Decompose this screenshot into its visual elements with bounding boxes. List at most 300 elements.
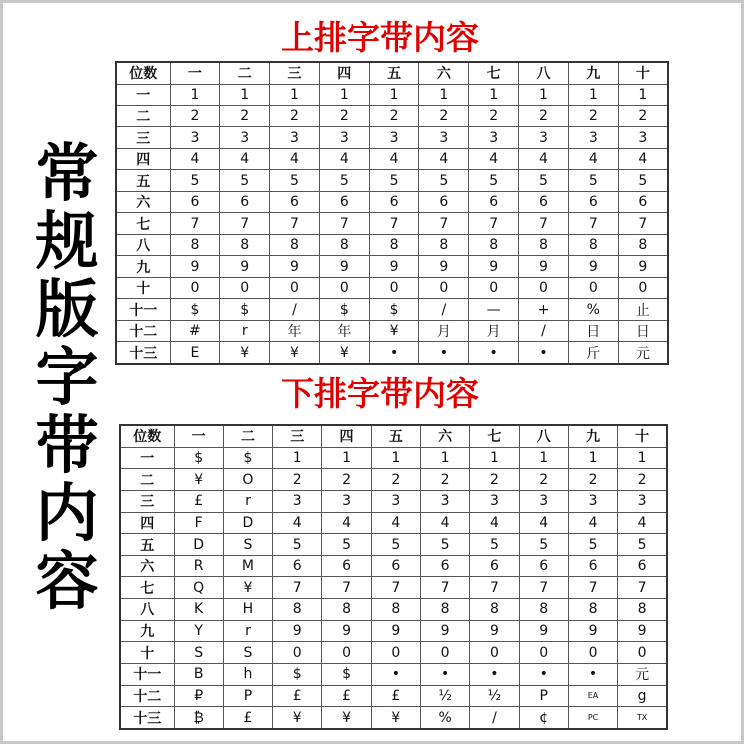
- row-header: 十三: [120, 707, 174, 729]
- table-cell: £: [322, 685, 371, 707]
- table-cell: #: [170, 320, 220, 341]
- table-cell: 3: [618, 127, 668, 148]
- header-row: [116, 62, 668, 84]
- table-cell: 7: [170, 213, 220, 234]
- table-cell: 5: [420, 534, 469, 556]
- table-cell: ¥: [223, 577, 272, 599]
- table-cell: 3: [170, 127, 220, 148]
- table-cell: 3: [420, 490, 469, 512]
- table-cell: 3: [319, 127, 369, 148]
- table-cell: ₿: [174, 707, 223, 729]
- table-cell: 3: [469, 127, 519, 148]
- table-cell: 1: [568, 447, 617, 469]
- table-row: [116, 256, 668, 277]
- table-cell: 4: [420, 512, 469, 534]
- table-cell: •: [419, 342, 469, 364]
- bottom-table-heading: 下排字带内容: [281, 374, 479, 413]
- table-cell: P: [519, 685, 568, 707]
- table-cell: 8: [273, 599, 322, 621]
- column-header: 七: [469, 62, 519, 84]
- table-row: [116, 234, 668, 255]
- table-row: [120, 599, 667, 621]
- table-cell: 6: [470, 555, 519, 577]
- table-cell: /: [519, 320, 569, 341]
- table-cell: 5: [469, 170, 519, 191]
- table-cell: 2: [420, 469, 469, 491]
- table-cell: 0: [420, 642, 469, 664]
- table-cell: 0: [419, 277, 469, 298]
- row-header: 六: [120, 555, 174, 577]
- column-header: 八: [519, 62, 569, 84]
- row-header: 二: [116, 105, 170, 126]
- table-cell: 4: [322, 512, 371, 534]
- table-cell: 7: [618, 213, 668, 234]
- table-cell: 4: [470, 512, 519, 534]
- table-cell: 0: [273, 642, 322, 664]
- table-cell: £: [174, 490, 223, 512]
- table-row: [116, 299, 668, 320]
- table-row: [116, 148, 668, 169]
- table-cell: ¥: [220, 342, 270, 364]
- column-header: 七: [470, 425, 519, 447]
- table-cell: 5: [369, 170, 419, 191]
- table-cell: 9: [270, 256, 320, 277]
- table-row: [120, 707, 667, 729]
- table-cell: 8: [220, 234, 270, 255]
- column-header: 二: [223, 425, 272, 447]
- table-cell: K: [174, 599, 223, 621]
- table-row: [116, 320, 668, 341]
- table-cell: 6: [568, 555, 617, 577]
- table-row: [120, 642, 667, 664]
- table-cell: 9: [568, 256, 618, 277]
- table-cell: ¥: [319, 342, 369, 364]
- table-cell: ¥: [322, 707, 371, 729]
- table-cell: 1: [519, 447, 568, 469]
- table-cell: 9: [519, 620, 568, 642]
- table-cell: 3: [419, 127, 469, 148]
- table-cell: 9: [369, 256, 419, 277]
- row-header: 十: [116, 277, 170, 298]
- table-cell: 0: [568, 642, 617, 664]
- table-cell: r: [223, 490, 272, 512]
- table-cell: 5: [618, 170, 668, 191]
- table-cell: 6: [618, 555, 667, 577]
- table-row: [120, 512, 667, 534]
- table-cell: £: [273, 685, 322, 707]
- table-row: [116, 84, 668, 105]
- table-cell: 5: [618, 534, 667, 556]
- table-cell: 3: [270, 127, 320, 148]
- table-cell: $: [369, 299, 419, 320]
- row-header: 八: [120, 599, 174, 621]
- table-cell: %: [568, 299, 618, 320]
- table-cell: 6: [220, 191, 270, 212]
- table-cell: 7: [220, 213, 270, 234]
- table-cell: 6: [273, 555, 322, 577]
- table-row: [116, 191, 668, 212]
- table-cell: O: [223, 469, 272, 491]
- table-cell: 8: [170, 234, 220, 255]
- table-cell: TX: [618, 707, 667, 729]
- table-row: [116, 213, 668, 234]
- table-cell: 1: [170, 84, 220, 105]
- table-cell: F: [174, 512, 223, 534]
- table-cell: 7: [322, 577, 371, 599]
- table-cell: 2: [371, 469, 420, 491]
- table-cell: 2: [322, 469, 371, 491]
- row-header: 五: [120, 534, 174, 556]
- digit-position-header: 位数: [116, 62, 170, 84]
- table-cell: 6: [371, 555, 420, 577]
- table-cell: 3: [568, 490, 617, 512]
- table-cell: •: [369, 342, 419, 364]
- table-cell: 3: [618, 490, 667, 512]
- table-cell: ₽: [174, 685, 223, 707]
- table-cell: 3: [273, 490, 322, 512]
- table-cell: $: [170, 299, 220, 320]
- table-cell: •: [568, 664, 617, 686]
- table-cell: 7: [371, 577, 420, 599]
- table-cell: 3: [322, 490, 371, 512]
- table-cell: 7: [470, 577, 519, 599]
- table-cell: 8: [469, 234, 519, 255]
- table-cell: r: [223, 620, 272, 642]
- table-cell: •: [420, 664, 469, 686]
- table-cell: 止: [618, 299, 668, 320]
- table-cell: 5: [170, 170, 220, 191]
- side-title: 常规版字带内容: [35, 137, 99, 618]
- table-row: [116, 277, 668, 298]
- table-cell: 0: [170, 277, 220, 298]
- table-cell: 4: [371, 512, 420, 534]
- table-cell: $: [220, 299, 270, 320]
- table-cell: 1: [322, 447, 371, 469]
- table-cell: 9: [170, 256, 220, 277]
- table-cell: 1: [618, 447, 667, 469]
- table-cell: 1: [273, 447, 322, 469]
- table-cell: 1: [420, 447, 469, 469]
- table-row: [120, 555, 667, 577]
- table-cell: ¥: [273, 707, 322, 729]
- table-cell: 7: [420, 577, 469, 599]
- column-header: 三: [273, 425, 322, 447]
- row-header: 四: [116, 148, 170, 169]
- row-header: 三: [120, 490, 174, 512]
- table-cell: 7: [273, 577, 322, 599]
- table-cell: 2: [568, 105, 618, 126]
- table-cell: 2: [470, 469, 519, 491]
- table-cell: S: [174, 642, 223, 664]
- table-cell: 4: [220, 148, 270, 169]
- table-cell: /: [470, 707, 519, 729]
- row-header: 十一: [120, 664, 174, 686]
- table-cell: /: [270, 299, 320, 320]
- table-cell: 1: [618, 84, 668, 105]
- table-cell: 斤: [568, 342, 618, 364]
- table-cell: 5: [371, 534, 420, 556]
- table-cell: Y: [174, 620, 223, 642]
- table-cell: 3: [220, 127, 270, 148]
- table-cell: 年: [319, 320, 369, 341]
- table-cell: 月: [469, 320, 519, 341]
- table-cell: 2: [319, 105, 369, 126]
- table-cell: 8: [568, 599, 617, 621]
- table-cell: 0: [369, 277, 419, 298]
- table-cell: 7: [319, 213, 369, 234]
- table-cell: 2: [270, 105, 320, 126]
- table-cell: 7: [519, 577, 568, 599]
- table-cell: 6: [469, 191, 519, 212]
- table-cell: 9: [273, 620, 322, 642]
- table-row: [120, 534, 667, 556]
- table-cell: 0: [322, 642, 371, 664]
- table-cell: PC: [568, 707, 617, 729]
- table-cell: 8: [270, 234, 320, 255]
- row-header: 十: [120, 642, 174, 664]
- table-cell: 8: [419, 234, 469, 255]
- table-cell: 2: [618, 469, 667, 491]
- row-header: 四: [120, 512, 174, 534]
- table-cell: 2: [568, 469, 617, 491]
- table-cell: 9: [519, 256, 569, 277]
- table-cell: 6: [618, 191, 668, 212]
- table-cell: 9: [420, 620, 469, 642]
- table-cell: 5: [322, 534, 371, 556]
- table-cell: 0: [270, 277, 320, 298]
- table-cell: 4: [469, 148, 519, 169]
- table-cell: 年: [270, 320, 320, 341]
- table-cell: 0: [519, 277, 569, 298]
- table-cell: 元: [618, 664, 667, 686]
- table-cell: 8: [420, 599, 469, 621]
- table-cell: 0: [319, 277, 369, 298]
- bottom-character-table: [119, 424, 668, 730]
- table-cell: 9: [371, 620, 420, 642]
- column-header: 九: [568, 425, 617, 447]
- table-cell: 7: [618, 577, 667, 599]
- table-cell: 5: [319, 170, 369, 191]
- table-cell: h: [223, 664, 272, 686]
- row-header: 九: [120, 620, 174, 642]
- table-cell: 1: [220, 84, 270, 105]
- table-cell: ½: [470, 685, 519, 707]
- table-cell: 4: [618, 148, 668, 169]
- table-cell: 9: [220, 256, 270, 277]
- table-cell: —: [469, 299, 519, 320]
- table-cell: 8: [568, 234, 618, 255]
- table-cell: 7: [568, 213, 618, 234]
- table-cell: +: [519, 299, 569, 320]
- table-cell: ½: [420, 685, 469, 707]
- table-cell: 日: [618, 320, 668, 341]
- table-cell: r: [220, 320, 270, 341]
- column-header: 六: [419, 62, 469, 84]
- table-row: [116, 105, 668, 126]
- table-cell: 9: [618, 256, 668, 277]
- table-cell: D: [174, 534, 223, 556]
- table-cell: 2: [273, 469, 322, 491]
- table-cell: •: [371, 664, 420, 686]
- table-cell: 6: [170, 191, 220, 212]
- table-row: [116, 127, 668, 148]
- table-cell: 6: [568, 191, 618, 212]
- table-cell: 5: [470, 534, 519, 556]
- table-cell: 0: [519, 642, 568, 664]
- table-cell: 5: [220, 170, 270, 191]
- table-row: [120, 620, 667, 642]
- row-header: 十二: [120, 685, 174, 707]
- table-cell: 3: [371, 490, 420, 512]
- table-cell: 5: [519, 170, 569, 191]
- table-cell: 5: [273, 534, 322, 556]
- table-cell: %: [420, 707, 469, 729]
- column-header: 五: [369, 62, 419, 84]
- table-cell: 3: [369, 127, 419, 148]
- table-cell: ¥: [369, 320, 419, 341]
- table-cell: M: [223, 555, 272, 577]
- table-cell: R: [174, 555, 223, 577]
- table-cell: •: [469, 342, 519, 364]
- table-cell: ¥: [174, 469, 223, 491]
- table-cell: S: [223, 534, 272, 556]
- table-cell: $: [322, 664, 371, 686]
- table-cell: 0: [618, 642, 667, 664]
- table-cell: 7: [469, 213, 519, 234]
- row-header: 三: [116, 127, 170, 148]
- table-cell: ΕΑ: [568, 685, 617, 707]
- column-header: 九: [568, 62, 618, 84]
- table-cell: 1: [369, 84, 419, 105]
- column-header: 一: [174, 425, 223, 447]
- table-cell: 0: [469, 277, 519, 298]
- table-cell: 4: [270, 148, 320, 169]
- table-cell: 9: [469, 256, 519, 277]
- table-cell: 9: [419, 256, 469, 277]
- table-row: [120, 490, 667, 512]
- table-cell: 1: [270, 84, 320, 105]
- table-cell: 8: [369, 234, 419, 255]
- table-cell: ¥: [371, 707, 420, 729]
- table-cell: 5: [419, 170, 469, 191]
- header-row: [120, 425, 667, 447]
- table-cell: 3: [519, 127, 569, 148]
- table-cell: 4: [273, 512, 322, 534]
- table-cell: 8: [470, 599, 519, 621]
- table-cell: 2: [618, 105, 668, 126]
- row-header: 二: [120, 469, 174, 491]
- table-cell: 2: [419, 105, 469, 126]
- row-header: 八: [116, 234, 170, 255]
- table-cell: 6: [420, 555, 469, 577]
- table-cell: 3: [568, 127, 618, 148]
- table-cell: 2: [369, 105, 419, 126]
- table-cell: 5: [568, 534, 617, 556]
- table-cell: 6: [519, 555, 568, 577]
- table-cell: 2: [519, 469, 568, 491]
- table-cell: B: [174, 664, 223, 686]
- table-cell: 5: [519, 534, 568, 556]
- table-cell: 0: [568, 277, 618, 298]
- table-cell: 4: [369, 148, 419, 169]
- table-cell: Q: [174, 577, 223, 599]
- table-cell: 6: [519, 191, 569, 212]
- table-cell: 2: [519, 105, 569, 126]
- table-cell: 8: [322, 599, 371, 621]
- table-cell: ¢: [519, 707, 568, 729]
- table-row: [116, 342, 668, 364]
- table-cell: £: [223, 707, 272, 729]
- digit-position-header: 位数: [120, 425, 174, 447]
- row-header: 九: [116, 256, 170, 277]
- row-header: 六: [116, 191, 170, 212]
- table-cell: 7: [419, 213, 469, 234]
- column-header: 六: [420, 425, 469, 447]
- table-cell: 4: [519, 148, 569, 169]
- table-row: [120, 577, 667, 599]
- table-cell: $: [319, 299, 369, 320]
- column-header: 四: [322, 425, 371, 447]
- table-cell: 0: [220, 277, 270, 298]
- table-cell: H: [223, 599, 272, 621]
- table-cell: 7: [568, 577, 617, 599]
- table-cell: •: [519, 342, 569, 364]
- column-header: 十: [618, 425, 667, 447]
- table-cell: P: [223, 685, 272, 707]
- table-cell: 8: [519, 234, 569, 255]
- table-cell: 4: [170, 148, 220, 169]
- table-cell: 8: [618, 599, 667, 621]
- table-cell: 1: [419, 84, 469, 105]
- table-cell: 2: [469, 105, 519, 126]
- column-header: 十: [618, 62, 668, 84]
- table-cell: ¥: [270, 342, 320, 364]
- table-cell: 8: [618, 234, 668, 255]
- table-cell: 6: [319, 191, 369, 212]
- table-cell: •: [470, 664, 519, 686]
- table-cell: 7: [369, 213, 419, 234]
- table-cell: 4: [568, 512, 617, 534]
- table-cell: 4: [519, 512, 568, 534]
- table-cell: 4: [419, 148, 469, 169]
- table-cell: 8: [371, 599, 420, 621]
- table-cell: 1: [568, 84, 618, 105]
- table-cell: 6: [270, 191, 320, 212]
- table-cell: $: [223, 447, 272, 469]
- column-header: 一: [170, 62, 220, 84]
- table-cell: 0: [371, 642, 420, 664]
- row-header: 一: [116, 84, 170, 105]
- table-cell: 7: [519, 213, 569, 234]
- table-cell: 3: [519, 490, 568, 512]
- table-cell: 6: [369, 191, 419, 212]
- table-cell: •: [519, 664, 568, 686]
- row-header: 七: [116, 213, 170, 234]
- table-cell: 月: [419, 320, 469, 341]
- column-header: 五: [371, 425, 420, 447]
- table-cell: 6: [322, 555, 371, 577]
- table-cell: 元: [618, 342, 668, 364]
- table-row: [116, 170, 668, 191]
- table-cell: 6: [419, 191, 469, 212]
- table-cell: D: [223, 512, 272, 534]
- row-header: 五: [116, 170, 170, 191]
- table-row: [120, 685, 667, 707]
- table-cell: 7: [270, 213, 320, 234]
- table-cell: 2: [170, 105, 220, 126]
- column-header: 二: [220, 62, 270, 84]
- table-cell: 8: [519, 599, 568, 621]
